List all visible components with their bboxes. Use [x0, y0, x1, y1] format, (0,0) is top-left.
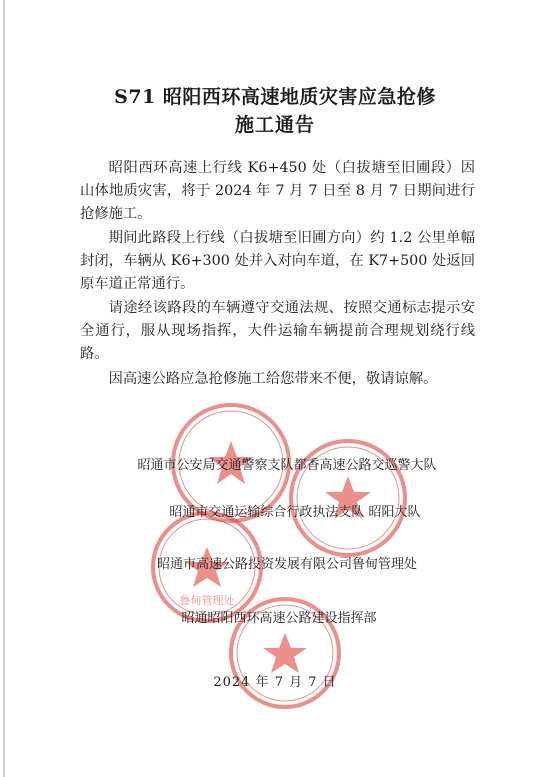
notice-title-line2: 施工通告 [234, 114, 315, 136]
paragraph-1: 昭阳西环高速上行线 K6+450 处（白拔塘至旧圃段）因山体地质灾害，将于 2024 年 7 月 7 日至 8 月 7 日期间进行抢修施工。 [80, 160, 475, 222]
paragraph-4: 因高速公路应急抢修施工给您带来不便，敬请谅解。 [108, 371, 438, 387]
seal-3-text: 鲁甸管理处 [179, 594, 235, 607]
notice-title-line1: S71 昭阳西环高速地质灾害应急抢修 [114, 86, 436, 108]
issuer-1: 昭通市公安局交通警察支队都香高速公路交巡警大队 [137, 458, 437, 473]
issuer-4: 昭通昭阳西环高速公路建设指挥部 [181, 611, 377, 626]
issuer-3: 昭通市高速公路投资发展有限公司鲁甸管理处 [156, 557, 417, 572]
issuer-2: 昭通市交通运输综合行政执法支队 昭阳大队 [169, 505, 421, 520]
paragraph-3: 请途经该路段的车辆遵守交通法规、按照交通标志提示安全通行，服从现场指挥，大件运输车辆提前合理规划绕行线路。 [80, 300, 475, 362]
paragraph-2: 期间此路段上行线（白拔塘至旧圃方向）约 1.2 公里单幅封闭，车辆从 K6+300 处并入对向车道，在 K7+500 处返回原车道正常通行。 [80, 230, 475, 292]
issue-date: 2024 年 7 月 7 日 [213, 675, 337, 690]
